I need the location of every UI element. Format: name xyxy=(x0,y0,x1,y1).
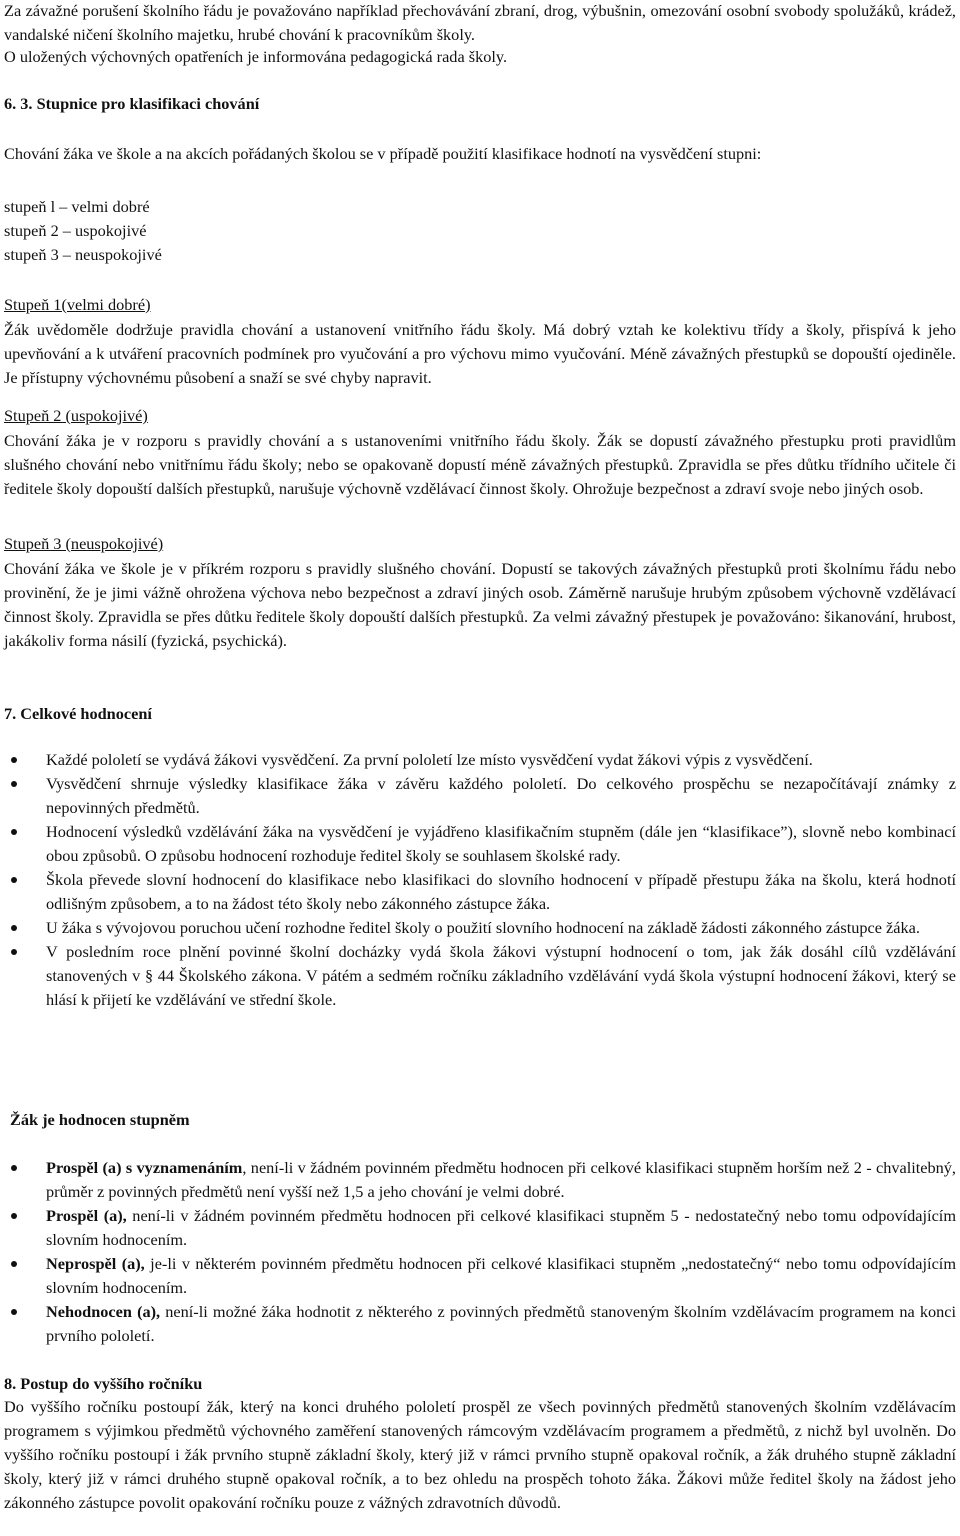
grade-3-title: Stupeň 3 (neuspokojivé) xyxy=(4,534,164,553)
list-item: V posledním roce plnění povinné školní docházky vydá škola žákovi výstupní hodnocení o tom, jak žák dosáhl cílů vzdělávání stanovených v § 44 Školského zákona. V pátém a sedmém ročníku základního vzdělávání vydá škola výstupní hodnocení žákovi, který se hlásí k přijetí ke vzdělávání ve střední škole. xyxy=(4,940,956,1012)
bullet-icon xyxy=(11,1213,17,1219)
grade-list-item-1: stupeň l – velmi dobré xyxy=(4,197,150,216)
section-8-heading: 8. Postup do vyššího ročníku xyxy=(4,1374,203,1393)
bullet-icon xyxy=(11,829,17,835)
list-item: Škola převede slovní hodnocení do klasifikace nebo klasifikaci do slovního hodnocení v případě přestupu žáka na školu, která hodnotí odlišným způsobem, a to na žádost této školy nebo zákonného zástupce žáka. xyxy=(4,868,956,916)
list-item: Hodnocení výsledků vzdělávání žáka na vysvědčení je vyjádřeno klasifikačním stupněm (dále jen “klasifikace”), slovně nebo kombinací obou způsobů. O způsobu hodnocení rozhoduje ředitel školy se souhlasem školské rady. xyxy=(4,820,956,868)
grade-list-item-2: stupeň 2 – uspokojivé xyxy=(4,221,147,240)
intro-paragraph-2: O uložených výchovných opatřeních je informována pedagogická rada školy. xyxy=(4,47,508,66)
bullet-icon xyxy=(11,1309,17,1315)
bullet-icon xyxy=(11,1165,17,1171)
intro-line-1: Za závažné porušení školního řádu je považováno například přechovávání zbraní, drog, výbušnin, omezování osobní svobody spolužáků, krádež, vandalské ničení školního majetku, hrubé chování k pracovníkům školy. xyxy=(4,1,956,44)
bullet-icon xyxy=(11,949,17,955)
list-item: Vysvědčení shrnuje výsledky klasifikace žáka v závěru každého pololetí. Do celkového prospěchu se nezapočítávají známky z nepovinných předmětů. xyxy=(4,772,956,820)
section-8-text: Do vyššího ročníku postoupí žák, který na konci druhého pololetí prospěl ze všech povinných předmětů stanovených školním vzdělávacím programem s výjimkou předmětů výchovného zaměření stanovených rámcovým vzdělávacím programem a předmětů, z nichž byl uvolněn. Do vyššího ročníku postoupí i žák prvního stupně základní školy, který již v rámci prvního stupně opakoval ročník, a žák druhého stupně základní školy, který již v rámci druhého stupně opakoval ročník, a to bez ohledu na prospěch tohoto žáka. Žákovi může ředitel školy na žádost jeho zákonného zástupce povolit opakování ročníku pouze z vážných zdravotních důvodů. xyxy=(4,1397,956,1512)
list-item: U žáka s vývojovou poruchou učení rozhodne ředitel školy o použití slovního hodnocení na základě žádosti zákonného zástupce žáka. xyxy=(4,916,956,940)
list-item: Prospěl (a) s vyznamenáním, není-li v žádném povinném předmětu hodnocen při celkové klasifikaci stupněm horším než 2 - chvalitebný, průměr z povinných předmětů není vyšší než 1,5 a jeho chování je velmi dobré. xyxy=(4,1156,956,1204)
bullet-icon xyxy=(11,781,17,787)
grade-1-text: Žák uvědoměle dodržuje pravidla chování a ustanovení vnitřního řádu školy. Má dobrý vztah ke kolektivu třídy a školy, přispívá k jeho upevňování a k utváření pracovních podmínek pro vyučování a pro výchovu mimo vyučování. Méně závažných přestupků se dopouští ojediněle. Je přístupny výchovnému působení a snaží se své chyby napravit. xyxy=(4,320,956,387)
grade-1-title: Stupeň 1(velmi dobré) xyxy=(4,295,151,314)
section-7-heading: 7. Celkové hodnocení xyxy=(4,704,152,723)
bullet-icon xyxy=(11,925,17,931)
bullet-icon xyxy=(11,877,17,883)
grade-2-title: Stupeň 2 (uspokojivé) xyxy=(4,406,148,425)
intro-paragraph xyxy=(4,0,956,47)
list-item: Prospěl (a), není-li v žádném povinném předmětu hodnocen při celkové klasifikaci stupněm 5 - nedostatečný nebo tomu odpovídajícím slovním hodnocením. xyxy=(4,1204,956,1252)
grade-2-text: Chování žáka je v rozporu s pravidly chování a s ustanoveními vnitřního řádu školy. Žák se dopustí závažného přestupku proti pravidlům slušného chování nebo vnitřnímu řádu školy; nebo se opakovaně dopustí méně závažných přestupků. Zpravidla se přes důtku třídního učitele či ředitele školy dopouští dalších přestupků, narušuje výchovně vzdělávací činnost školy. Ohrožuje bezpečnost a zdraví svoje nebo jiných osob. xyxy=(4,431,956,498)
section-6-3-heading: 6. 3. Stupnice pro klasifikaci chování xyxy=(4,94,260,113)
bullet-icon xyxy=(11,757,17,763)
list-item: Nehodnocen (a), není-li možné žáka hodnotit z některého z povinných předmětů stanoveným školním vzdělávacím programem na konci prvního pololetí. xyxy=(4,1300,956,1348)
section-7-list xyxy=(4,748,956,1012)
list-item: Každé pololetí se vydává žákovi vysvědčení. Za první pololetí lze místo vysvědčení vydat žákovi výpis z vysvědčení. xyxy=(4,748,956,772)
grading-list xyxy=(4,1156,956,1348)
bullet-icon xyxy=(11,1261,17,1267)
grade-3-text: Chování žáka ve škole je v příkrém rozporu s pravidly slušného chování. Dopustí se takových závažných přestupků proti školnímu řádu nebo provinění, že je jimi vážně ohrožena výchova nebo bezpečnost a zdraví jiných osob. Záměrně narušuje hrubým způsobem výchovně vzdělávací činnost školy. Zpravidla se přes důtku ředitele školy dopouští dalších přestupků. Za velmi závažný přestupek je považováno: šikanování, hrubost, jakákoliv forma násilí (fyzická, psychická). xyxy=(4,559,956,650)
grade-list-item-3: stupeň 3 – neuspokojivé xyxy=(4,245,162,264)
list-item: Neprospěl (a), je-li v některém povinném předmětu hodnocen při celkové klasifikaci stupněm „nedostatečný“ nebo tomu odpovídajícím slovním hodnocením. xyxy=(4,1252,956,1300)
grading-heading: Žák je hodnocen stupněm xyxy=(10,1110,190,1129)
section-6-3-lead: Chování žáka ve škole a na akcích pořádaných školou se v případě použití klasifikace hodnotí na vysvědčení stupni: xyxy=(4,144,762,163)
